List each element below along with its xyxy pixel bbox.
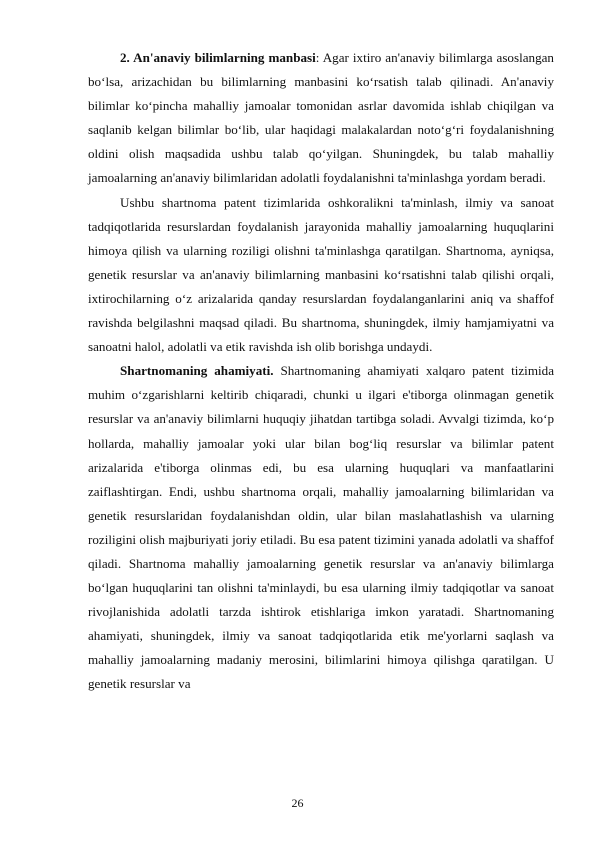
paragraph-text: : Agar ixtiro an'anaviy bilimlarga asoslangan bo‘lsa, arizachidan bu bilimlarning manbasini ko‘rsatish talab qilinadi. An'anaviy bilimlar ko‘pincha mahalliy jamoalar tomonidan asrlar davomida ishlab chiqilgan va saqlanib kelgan bilimlar bo‘lib, ular haqidagi malakalardan noto‘g‘ri foydalanishning oldini olish maqsadida ushbu talab qo‘yilgan. Shuningdek, bu talab mahalliy jamoalarning an'anaviy bilimlaridan adolatli foydalanishni ta'minlashga yordam beradi. [88, 50, 554, 186]
document-body [88, 46, 554, 697]
page-number: 26 [291, 796, 304, 810]
paragraph-text: Shartnomaning ahamiyati xalqaro patent tizimida muhim o‘zgarishlarni keltirib chiqaradi, chunki u ilgari e'tiborga olinmagan genetik resurslar va an'anaviy bilimlarni huquqiy jihatdan tartibga soladi. Avvalgi tizimda, ko‘p hollarda, mahalliy jamoalar yoki ular bilan bog‘liq resurslar va bilimlar patent arizalarida e'tiborga olinmas edi, bu esa ularning huquqlari va manfaatlarini zaiflashtirgan. Endi, ushbu shartnoma orqali, mahalliy jamoalarning bilimlaridan va genetik resurslaridan foydalanishdan oldin, ular bilan maslahatlashish va ularning roziligini olish majburiyati joriy etiladi. Bu esa patent tizimini yanada adolatli va shaffof qiladi. Shartnoma mahalliy jamoalarning genetik resurslar va an'anaviy bilimlarga bo‘lgan huquqlarini tan olishni ta'minlaydi, bu esa ularning ilmiy tadqiqotlar va sanoat rivojlanishida adolatli tarzda ishtirok etishlariga imkon yaratadi. Shartnomaning ahamiyati, shuningdek, ilmiy va sanoat tadqiqotlarida etik me'yorlarni saqlash va mahalliy jamoalarning madaniy merosini, bilimlarini himoya qilishga qaratilgan. U genetik resurslar va [88, 363, 555, 692]
paragraph-traditional-knowledge-source [88, 46, 554, 191]
paragraph-treaty-purpose [88, 191, 554, 360]
paragraph-heading: Shartnomaning ahamiyati. [120, 363, 274, 379]
paragraph-treaty-significance [88, 359, 554, 696]
paragraph-heading: 2. An'anaviy bilimlarning manbasi [120, 50, 316, 65]
paragraph-text: Ushbu shartnoma patent tizimlarida oshkoralikni ta'minlash, ilmiy va sanoat tadqiqotlarida resurslardan foydalanish jarayonida mahalliy jamoalarning huquqlarini himoya qilish va ularning roziligi olishni ta'minlashga qaratilgan. Shartnoma, ayniqsa, genetik resurslar va an'anaviy bilimlarning manbasini ko‘rsatishni talab qilishi orqali, ixtirochilarning o‘z arizalarida qanday resurslardan foydalanganlarini aniq va shaffof ravishda belgilashni maqsad qiladi. Bu shartnoma, shuningdek, ilmiy hamjamiyatni va sanoatni halol, adolatli va etik ravishda ish olib borishga undaydi. [88, 194, 554, 355]
